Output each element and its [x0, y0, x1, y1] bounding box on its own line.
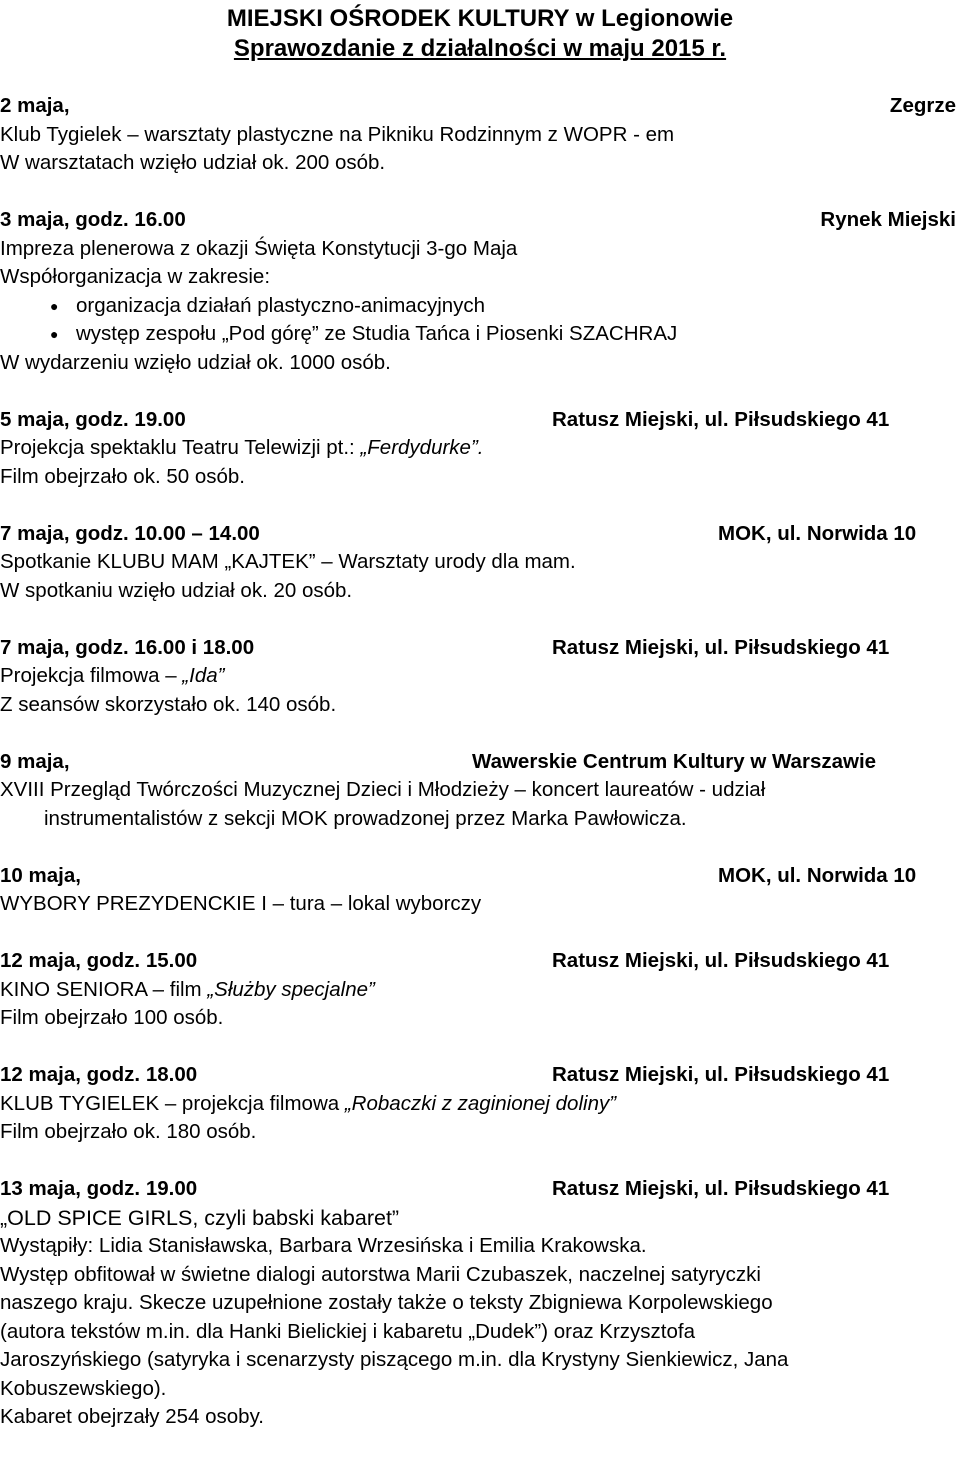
event-description-text: KLUB TYGIELEK – projekcja filmowa: [0, 1091, 345, 1115]
event-title-italic: „Robaczki z zaginionej doliny”: [344, 1091, 617, 1115]
bullet-item: [0, 320, 956, 349]
event-entry: [0, 520, 956, 606]
event-date: 3 maja, godz. 16.00: [0, 208, 186, 231]
event-attendance: Film obejrzało 100 osób.: [0, 1006, 224, 1029]
event-date: 12 maja, godz. 15.00: [0, 949, 198, 972]
event-place: Ratusz Miejski, ul. Piłsudskiego 41: [552, 949, 890, 972]
event-title: „OLD SPICE GIRLS, czyli babski kabaret”: [0, 1205, 400, 1230]
event-place: Ratusz Miejski, ul. Piłsudskiego 41: [552, 1063, 890, 1086]
bullet-icon: ●: [50, 297, 59, 314]
event-place: Rynek Miejski: [820, 208, 956, 231]
event-description: naszego kraju. Skecze uzupełnione zostały także o teksty Zbigniewa Korpolewskiego: [0, 1291, 773, 1314]
event-description: Klub Tygielek – warsztaty plastyczne na Pikniku Rodzinnym z WOPR - em: [0, 122, 675, 146]
event-date: 7 maja, godz. 16.00 i 18.00: [0, 635, 255, 659]
event-description: WYBORY PREZYDENCKIE I – tura – lokal wyborczy: [0, 892, 482, 915]
event-entry: [0, 1061, 956, 1147]
event-date: 13 maja, godz. 19.00: [0, 1177, 198, 1200]
event-date: 7 maja, godz. 10.00 – 14.00: [0, 521, 260, 545]
bullet-item: [0, 292, 956, 321]
event-description: [0, 1090, 956, 1119]
document-subtitle: Sprawozdanie z działalności w maju 2015 r.: [233, 35, 727, 62]
event-place: Ratusz Miejski, ul. Piłsudskiego 41: [552, 635, 890, 659]
event-description: XVIII Przegląd Twórczości Muzycznej Dzieci i Młodzieży – koncert laureatów - udział: [0, 778, 766, 801]
event-description: [0, 976, 956, 1005]
event-description-text: Projekcja spektaklu Teatru Telewizji pt.:: [0, 436, 361, 459]
event-date: 5 maja, godz. 19.00: [0, 407, 186, 431]
event-description: Spotkanie KLUBU MAM „KAJTEK” – Warsztaty urody dla mam.: [0, 550, 576, 573]
event-entry: [0, 748, 956, 834]
event-description: Jaroszyńskiego (satyryka i scenarzysty piszącego m.in. dla Krystyny Sienkiewicz, Jana: [0, 1348, 789, 1371]
document-title: MIEJSKI OŚRODEK KULTURY w Legionowie: [226, 5, 734, 32]
event-attendance: W spotkaniu wzięło udział ok. 20 osób.: [0, 578, 353, 602]
event-attendance: W wydarzeniu wzięło udział ok. 1000 osób.: [0, 350, 391, 374]
event-place: Ratusz Miejski, ul. Piłsudskiego 41: [552, 1177, 890, 1200]
bullet-text: występ zespołu „Pod górę” ze Studia Tańca i Piosenki SZACHRAJ: [76, 322, 678, 345]
event-attendance: Film obejrzało ok. 50 osób.: [0, 464, 245, 488]
event-date: 2 maja,: [0, 94, 70, 117]
event-description: Wystąpiły: Lidia Stanisławska, Barbara Wrzesińska i Emilia Krakowska.: [0, 1234, 647, 1257]
event-attendance: W warsztatach wzięło udział ok. 200 osób.: [0, 151, 386, 174]
event-scope-label: Współorganizacja w zakresie:: [0, 265, 271, 288]
event-description: Występ obfitował w świetne dialogi autorstwa Marii Czubaszek, naczelnej satyryczki: [0, 1262, 761, 1286]
event-entry: [0, 206, 956, 377]
bullet-icon: ●: [50, 326, 59, 342]
event-place: Zegrze: [889, 94, 956, 117]
event-description-text: Projekcja filmowa –: [0, 664, 183, 687]
event-title-italic: „Służby specjalne”: [207, 977, 375, 1001]
event-entry: [0, 862, 956, 919]
event-place: Wawerskie Centrum Kultury w Warszawie: [472, 749, 877, 773]
document-header: [0, 0, 960, 64]
event-description: [0, 434, 956, 463]
event-attendance: Z seansów skorzystało ok. 140 osób.: [0, 692, 337, 716]
event-entry: [0, 947, 956, 1033]
event-description-continued: instrumentalistów z sekcji MOK prowadzonej przez Marka Pawłowicza.: [44, 806, 687, 830]
event-date: 9 maja,: [0, 749, 70, 773]
event-entry: [0, 634, 956, 720]
event-title-italic: „Ferdydurke”.: [360, 436, 484, 459]
bullet-text: organizacja działań plastyczno-animacyjnych: [76, 293, 486, 317]
event-place: MOK, ul. Norwida 10: [718, 521, 917, 545]
event-attendance: Kabaret obejrzały 254 osoby.: [0, 1405, 265, 1428]
event-description: [0, 662, 956, 691]
event-description-text: KINO SENIORA – film: [0, 977, 208, 1001]
event-place: Ratusz Miejski, ul. Piłsudskiego 41: [552, 407, 890, 431]
event-date: 12 maja, godz. 18.00: [0, 1063, 198, 1086]
event-description: Kobuszewskiego).: [0, 1376, 167, 1400]
event-list: [0, 92, 956, 1460]
event-place: MOK, ul. Norwida 10: [718, 863, 917, 887]
event-description: (autora tekstów m.in. dla Hanki Bielickiej i kabaretu „Dudek”) oraz Krzysztofa: [0, 1319, 695, 1343]
event-description: Impreza plenerowa z okazji Święta Konstytucji 3-go Maja: [0, 236, 518, 260]
event-entry: [0, 92, 956, 178]
event-entry: [0, 1175, 956, 1432]
event-entry: [0, 406, 956, 492]
event-date: 10 maja,: [0, 863, 81, 887]
event-attendance: Film obejrzało ok. 180 osób.: [0, 1120, 257, 1143]
event-title-italic: „Ida”: [182, 664, 225, 687]
